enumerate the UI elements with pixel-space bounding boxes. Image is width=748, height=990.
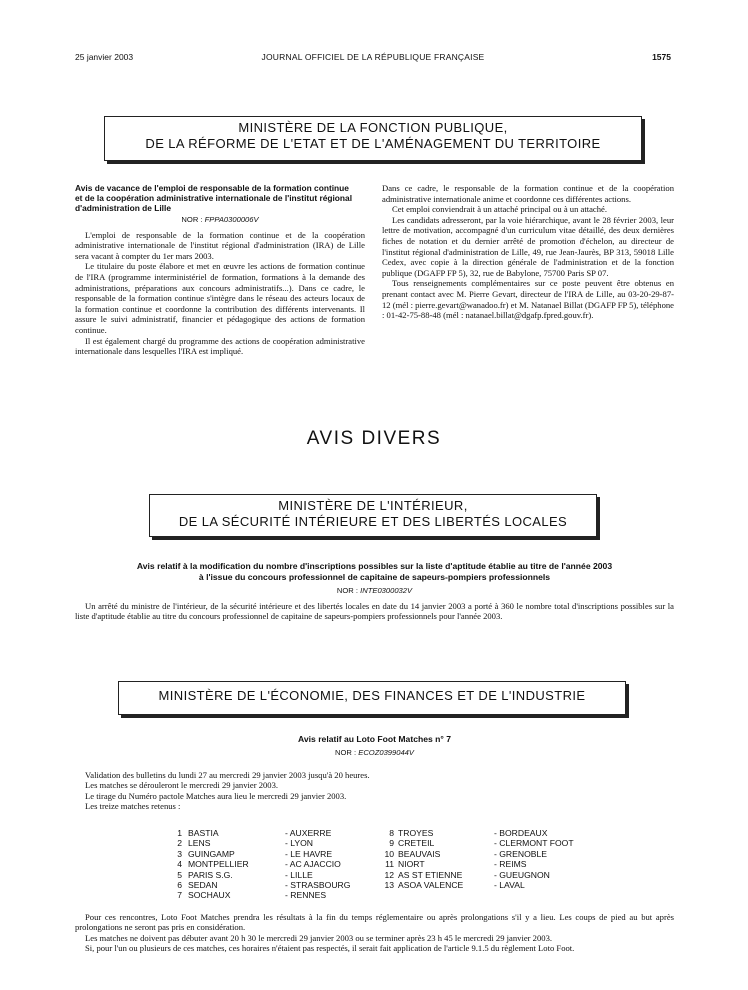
match-number: 12: [384, 869, 394, 880]
nor-label: NOR :: [181, 215, 203, 224]
avis-body: [75, 601, 674, 622]
nor-code: ECOZ0399044V: [358, 747, 414, 757]
match-number: 6: [177, 879, 182, 890]
paragraph: Dans ce cadre, le responsable de la formation continue et de la coopération administrative internationale anime et coordonne ces différentes actions.: [382, 183, 674, 204]
nor-label: NOR :: [336, 586, 359, 595]
nor-label: NOR :: [335, 747, 357, 757]
match-number: 9: [389, 838, 394, 849]
intro-line: Les treize matches retenus :: [85, 801, 181, 812]
home-team: BEAUVAIS: [398, 848, 441, 859]
paragraph: Tous renseignements complémentaires sur ce poste peuvent être obtenus en prenant contact avec M. Pierre Gevart, directeur de l'IRA de Lille, au 03-20-29-87-12 (mél : pierre.gevart@wanadoo.fr) et M. Natanael Billat (DGAFP FP 5), téléphone : 01-42-75-88-48 (mél : natanael.billat@dgafp.fpred.gouv.fr).: [382, 278, 674, 321]
page-number: 1575: [652, 52, 671, 62]
away-team: - REIMS: [494, 859, 527, 870]
match-row: [172, 838, 612, 848]
away-team: - LYON: [285, 838, 314, 849]
intro-line: Le tirage du Numéro pactole Matches aura lieu le mercredi 29 janvier 2003.: [85, 790, 347, 801]
avis-vacance-title: Avis de vacance de l'emploi de responsable de la formation continue et de la coopération administrative internationale de l'institut régional d'administration de Lille: [75, 183, 353, 213]
match-row: [172, 870, 612, 880]
matches-table: [172, 828, 612, 901]
match-number: 3: [177, 848, 182, 859]
paragraph: Il est également chargé du programme des actions de coopération administrative internationale dans lesquelles l'IRA est impliqué.: [75, 335, 365, 357]
away-team: - LE HAVRE: [285, 848, 333, 859]
home-team: SEDAN: [188, 879, 218, 890]
match-row: [172, 849, 612, 859]
avis-nor: [75, 748, 674, 757]
paragraph: Les candidats adresseront, par la voie hiérarchique, avant le 28 février 2003, leur lettre de motivation, accompagné d'un curriculum vitae détaillé, des deux dernières fiches de notation et du dernier arrêté de promotion d'échelon, au directeur de l'institut régional d'administration de Lille, 49, rue Jean-Jaurès, BP 313, 59018 Lille Cedex, avec copie à la direction générale de l'administration et de la fonction publique (DGAFP FP 5), 32, rue de Babylone, 75700 Paris SP 07.: [382, 214, 674, 278]
match-number: 13: [384, 879, 394, 890]
home-team: MONTPELLIER: [188, 859, 249, 870]
ministry-line-1: MINISTÈRE DE L'INTÉRIEUR,: [278, 498, 468, 513]
intro-line: Validation des bulletins du lundi 27 au mercredi 29 janvier 2003 jusqu'à 20 heures.: [85, 770, 370, 780]
avis-vacance-nor: [75, 215, 365, 226]
away-team: - STRASBOURG: [285, 879, 351, 890]
home-team: CRETEIL: [398, 838, 435, 849]
section-heading: AVIS DIVERS: [306, 428, 442, 449]
paragraph: L'emploi de responsable de la formation continue et de la coopération administrative internationale de l'institut régional d'administration (IRA) de Lille sera vacant à compter du 1er mars 2003.: [75, 229, 365, 261]
paragraph: Les matches ne doivent pas débuter avant 20 h 30 le mercredi 29 janvier 2003 ou se terminer après 23 h 45 le mercredi 29 janvier 2003.: [85, 932, 553, 943]
avis-title-line-2: à l'issue du concours professionnel de capitaine de sapeurs-pompiers professionnels: [198, 571, 551, 582]
journal-title: JOURNAL OFFICIEL DE LA RÉPUBLIQUE FRANÇAISE: [261, 52, 485, 62]
away-team: - GUEUGNON: [494, 869, 550, 880]
home-team: SOCHAUX: [188, 890, 231, 901]
intro-line: Les matches se dérouleront le mercredi 29 janvier 2003.: [85, 780, 279, 791]
ministry-line-1: MINISTÈRE DE LA FONCTION PUBLIQUE,: [238, 120, 508, 135]
match-number: 4: [177, 859, 182, 870]
home-team: AS ST ETIENNE: [398, 869, 463, 880]
away-team: - AUXERRE: [285, 828, 332, 838]
match-number: 10: [384, 848, 394, 859]
paragraph: Cet emploi conviendrait à un attaché principal ou à un attaché.: [392, 204, 607, 215]
away-team: - AC AJACCIO: [285, 859, 341, 870]
match-number: 1: [177, 828, 182, 838]
ministry-box-fonction-publique: [104, 116, 642, 161]
match-row: [172, 880, 612, 890]
nor-code: INTE0300032V: [360, 586, 413, 595]
match-row: [172, 828, 612, 838]
paragraph: Un arrêté du ministre de l'intérieur, de la sécurité intérieure et des libertés locales en date du 14 janvier 2003 a porté à 360 le nombre total d'inscriptions possibles sur la liste d'aptitude établie au titre du concours professionnel de capitaine de sapeurs-pompiers professionnels pour l'année 2003.: [75, 601, 674, 622]
away-team: - CLERMONT FOOT: [494, 838, 574, 849]
home-team: TROYES: [398, 828, 434, 838]
away-team: - RENNES: [285, 890, 327, 901]
match-number: 2: [177, 838, 182, 849]
ministry-line-2: DE LA RÉFORME DE L'ETAT ET DE L'AMÉNAGEMENT DU TERRITOIRE: [145, 136, 601, 151]
avis-loto-foot: [75, 734, 674, 761]
avis-vacance-left-column: [75, 183, 365, 357]
ministry-box-economie: [118, 681, 626, 715]
match-row: [172, 859, 612, 869]
loto-intro: [75, 770, 674, 812]
home-team: ASOA VALENCE: [398, 879, 464, 890]
match-number: 7: [177, 890, 182, 901]
away-team: - LAVAL: [494, 879, 525, 890]
ministry-line-2: DE LA SÉCURITÉ INTÉRIEURE ET DES LIBERTÉS LOCALES: [178, 514, 568, 529]
avis-sapeurs-pompiers: [75, 561, 674, 622]
avis-nor: [75, 586, 674, 595]
match-row: [172, 890, 612, 900]
home-team: NIORT: [398, 859, 425, 870]
away-team: - LILLE: [285, 869, 313, 880]
paragraph: Pour ces rencontres, Loto Foot Matches prendra les résultats à la fin du temps réglementaire ou après prolongations s'il y a lieu. Les coups de pied au but après prolongations ne seront pas pris en considération.: [75, 912, 674, 933]
ministry-box-interieur: [149, 494, 597, 537]
match-number: 8: [389, 828, 394, 838]
loto-closing: [75, 912, 674, 954]
avis-vacance-right-column: [382, 183, 674, 321]
avis-loto-title: Avis relatif au Loto Foot Matches n° 7: [297, 734, 452, 744]
home-team: PARIS S.G.: [188, 869, 233, 880]
nor-code: FPPA0300006V: [204, 215, 259, 224]
away-team: - BORDEAUX: [494, 828, 548, 838]
avis-title-line-1: Avis relatif à la modification du nombre d'inscriptions possibles sur la liste d'aptitude établie au titre de l'année 2003: [136, 561, 613, 571]
home-team: BASTIA: [188, 828, 219, 838]
paragraph: Si, pour l'un ou plusieurs de ces matches, ces horaires n'étaient pas respectés, il serait fait application de l'article 9.1.5 du règlement Loto Foot.: [85, 943, 575, 954]
paragraph: Le titulaire du poste élabore et met en œuvre les actions de formation continue de l'IRA (programme interministériel de formation, formations à la demande des administrations, préparations aux concours administratifs...). Dans ce cadre, le responsable de la formation continue s'intègre dans le réseau des acteurs locaux de la formation continue et coordonne la contribution des différents intervenants. Il assure le suivi administratif, financier et pédagogique des actions de formation continue.: [75, 261, 365, 335]
home-team: GUINGAMP: [188, 848, 235, 859]
ministry-line-1: MINISTÈRE DE L'ÉCONOMIE, DES FINANCES ET DE L'INDUSTRIE: [158, 688, 586, 703]
match-number: 5: [177, 869, 182, 880]
home-team: LENS: [188, 838, 211, 849]
issue-date: 25 janvier 2003: [75, 52, 134, 62]
match-number: 11: [385, 859, 394, 870]
away-team: - GRENOBLE: [494, 848, 548, 859]
